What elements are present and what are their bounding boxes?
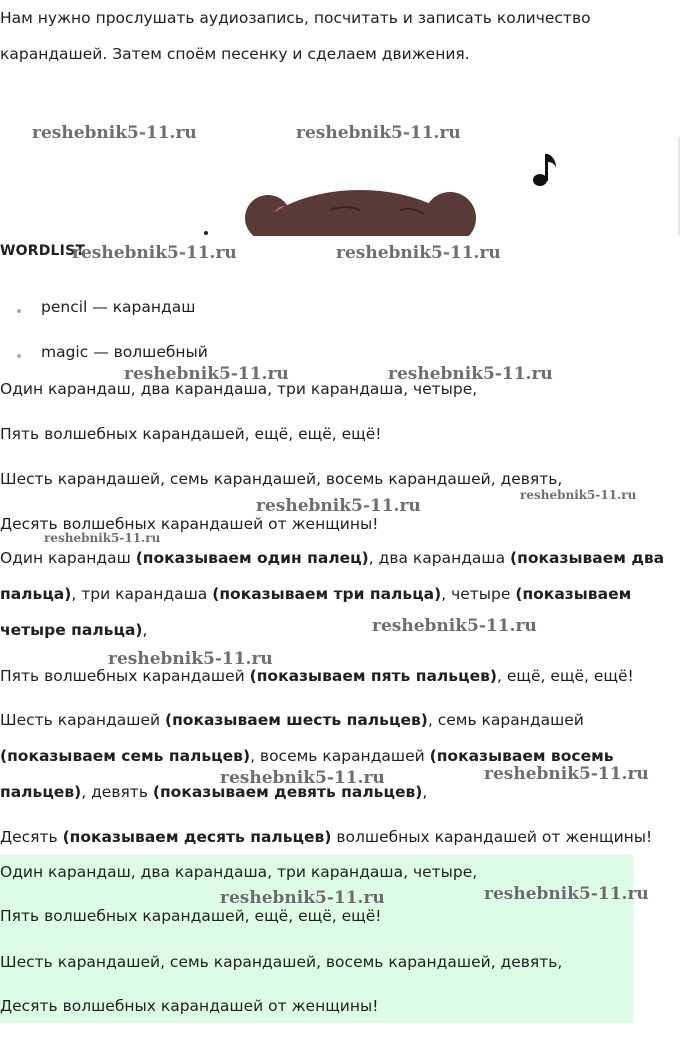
intro-text: Нам нужно прослушать аудиозапись, посчитать и записать количество карандашей. Затем споём песенку и сделаем движения. xyxy=(0,9,591,63)
movement-line-4: Пять волшебных карандашей (показываем пять пальцев), ещё, ещё, ещё! xyxy=(0,667,634,685)
answer-line-3: Шесть карандашей, семь карандашей, восемь карандашей, девять, xyxy=(0,953,563,971)
song-line-3: Шесть карандашей, семь карандашей, восемь карандашей, девять, xyxy=(0,470,563,488)
watermark: reshebnik5-11.ru xyxy=(72,243,237,263)
movement-line-6: (показываем семь пальцев), восемь карандашей (показываем восемь xyxy=(0,747,614,765)
watermark: reshebnik5-11.ru xyxy=(220,768,385,788)
watermark: reshebnik5-11.ru xyxy=(520,488,637,502)
answer-line-1: Один карандаш, два карандаша, три карандаша, четыре, xyxy=(0,863,478,881)
movement-line-3: четыре пальца), xyxy=(0,621,148,639)
movement-line-1: Один карандаш (показываем один палец), два карандаша (показываем два xyxy=(0,549,665,567)
bullet-dot xyxy=(17,354,21,358)
wordlist-item: pencil — карандаш xyxy=(41,298,196,316)
watermark: reshebnik5-11.ru xyxy=(388,364,553,384)
watermark: reshebnik5-11.ru xyxy=(484,884,649,904)
movement-line-2: пальца), три карандаша (показываем три пальца), четыре (показываем xyxy=(0,585,632,603)
answer-line-2: Пять волшебных карандашей, ещё, ещё, ещё! xyxy=(0,907,382,925)
watermark: reshebnik5-11.ru xyxy=(484,764,649,784)
watermark: reshebnik5-11.ru xyxy=(44,531,161,545)
movement-line-7: пальцев), девять (показываем девять пальцев), xyxy=(0,783,428,801)
watermark: reshebnik5-11.ru xyxy=(296,123,461,143)
movement-line-5: Шесть карандашей (показываем шесть пальцев), семь карандашей xyxy=(0,711,584,729)
watermark: reshebnik5-11.ru xyxy=(220,888,385,908)
song-line-2: Пять волшебных карандашей, ещё, ещё, ещё! xyxy=(0,425,382,443)
watermark: reshebnik5-11.ru xyxy=(108,649,273,669)
watermark: reshebnik5-11.ru xyxy=(336,243,501,263)
bullet-dot xyxy=(17,309,21,313)
watermark: reshebnik5-11.ru xyxy=(372,616,537,636)
wordlist-item: magic — волшебный xyxy=(41,343,208,361)
movement-line-8: Десять (показываем десять пальцев) волшебных карандашей от женщины! xyxy=(0,828,653,846)
song-line-4: Десять волшебных карандашей от женщины! xyxy=(0,515,379,533)
answer-line-4: Десять волшебных карандашей от женщины! xyxy=(0,997,379,1015)
song-illustration xyxy=(0,100,680,236)
song-line-1: Один карандаш, два карандаша, три карандаша, четыре, xyxy=(0,380,478,398)
watermark: reshebnik5-11.ru xyxy=(256,496,421,516)
watermark: reshebnik5-11.ru xyxy=(32,123,197,143)
bear-ears-illustration xyxy=(0,100,680,236)
music-note-icon xyxy=(530,150,560,190)
wordlist-title: WORDLIST xyxy=(0,243,86,259)
watermark: reshebnik5-11.ru xyxy=(124,364,289,384)
